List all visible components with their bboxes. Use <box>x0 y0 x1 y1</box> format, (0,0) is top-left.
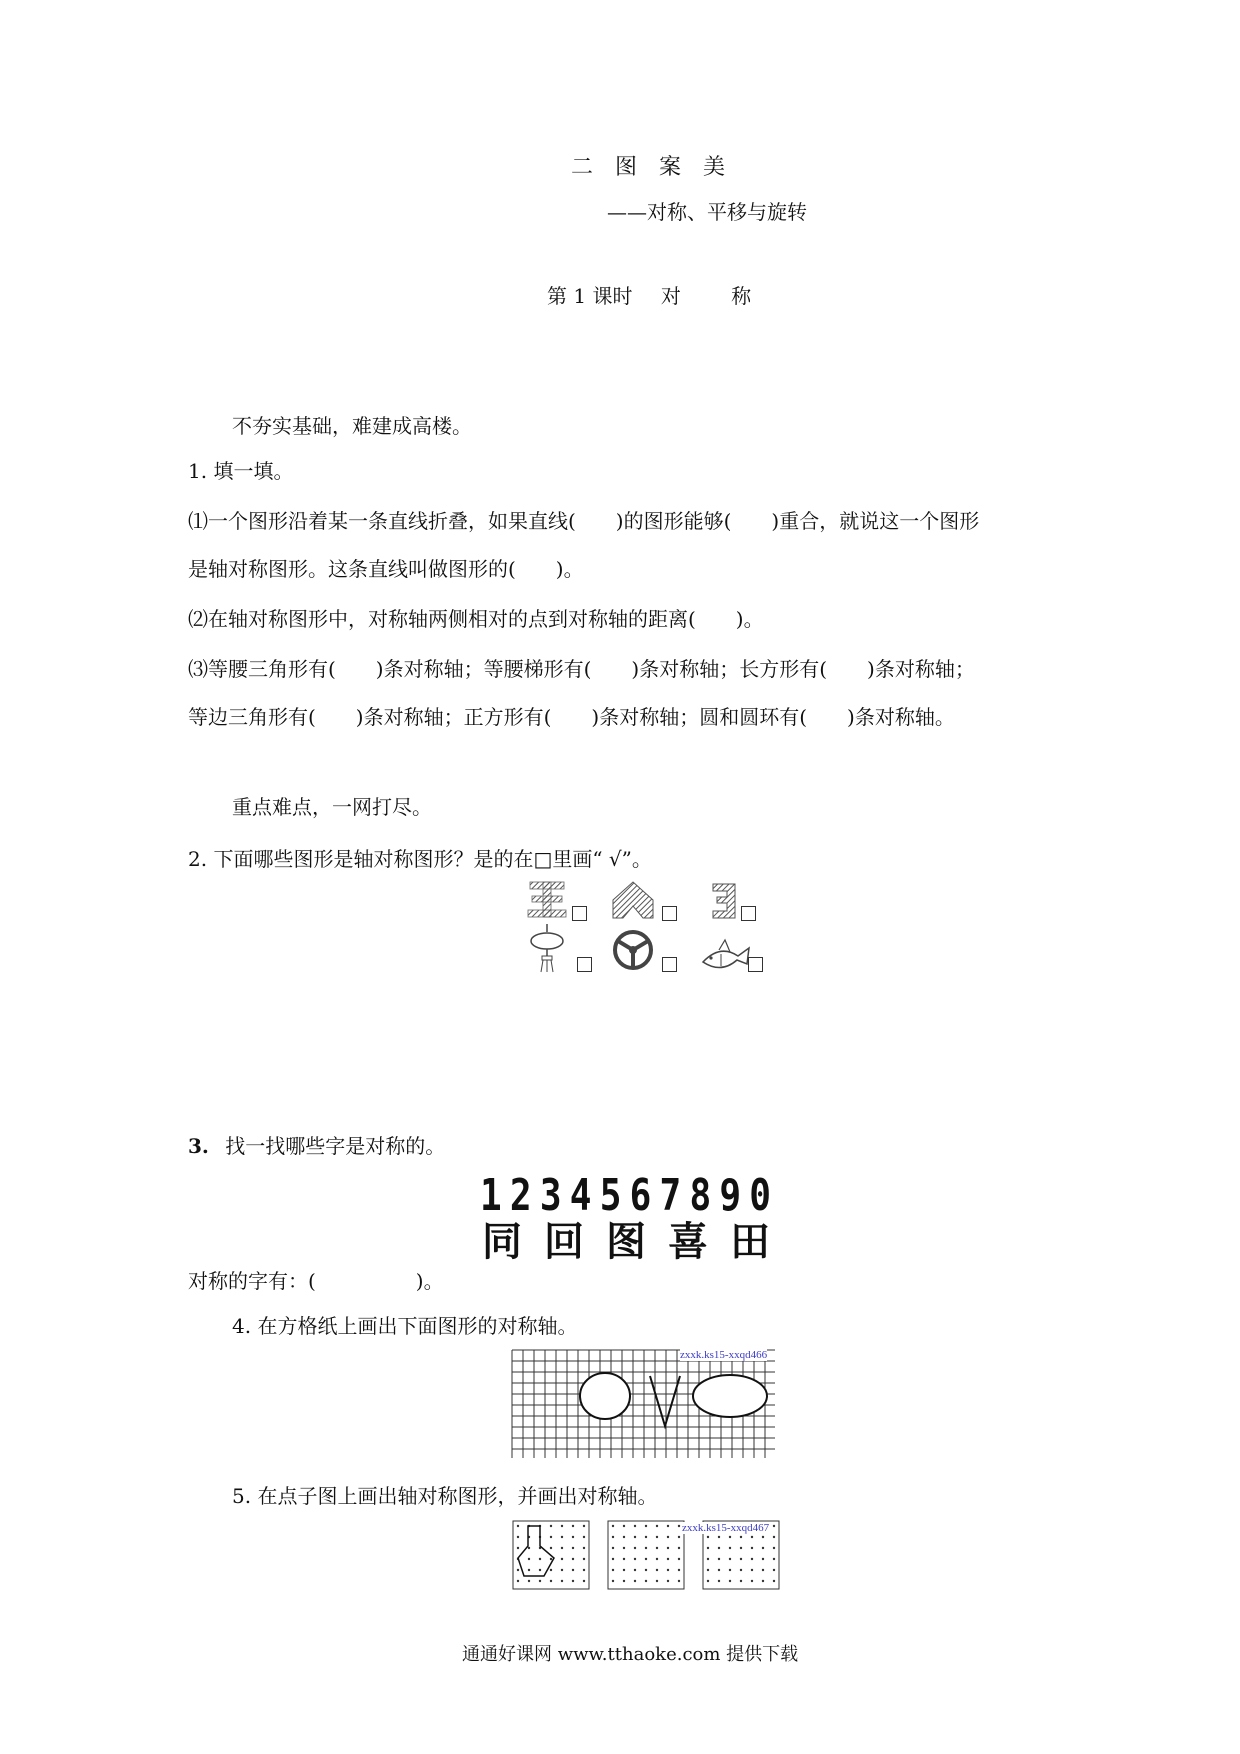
grid-dot <box>539 1558 541 1560</box>
grid-dot <box>561 1558 563 1560</box>
grid-dot <box>678 1547 680 1549</box>
chapter-title <box>571 150 747 181</box>
grid-dot <box>572 1536 574 1538</box>
grid-dot <box>667 1569 669 1571</box>
grid-dot <box>539 1569 541 1571</box>
grid-dot <box>517 1536 519 1538</box>
grid-dot <box>612 1525 614 1527</box>
grid-dot <box>612 1569 614 1571</box>
q5-title: 5. 在点子图上画出轴对称图形，并画出对称轴。 <box>232 1484 658 1508</box>
grid-dot <box>623 1547 625 1549</box>
grid-dot <box>718 1536 720 1538</box>
grid-dot <box>645 1569 647 1571</box>
grid-dot <box>751 1547 753 1549</box>
circle-shape <box>580 1373 630 1419</box>
grid-dot <box>612 1558 614 1560</box>
q4-title: 4. 在方格纸上画出下面图形的对称轴。 <box>232 1314 578 1338</box>
grid-dot <box>718 1569 720 1571</box>
grid-dot <box>634 1536 636 1538</box>
grid-dot <box>634 1547 636 1549</box>
grid-dot <box>517 1569 519 1571</box>
section1-intro: 不夯实基础，难建成高楼。 <box>232 414 472 438</box>
grid-dot <box>707 1536 709 1538</box>
grid-dot <box>634 1558 636 1560</box>
steering-wheel-icon <box>615 932 651 968</box>
lesson-topic-char: 称 <box>731 284 752 308</box>
grid-dot <box>656 1558 658 1560</box>
footer-credit: 通通好课网 www.tthaoke.com 提供下载 <box>462 1644 799 1665</box>
q5-watermark: zxxk.ks15-xxqd467 <box>682 1522 770 1534</box>
grid-dot <box>561 1569 563 1571</box>
grid-dot <box>539 1580 541 1582</box>
grid-dot <box>656 1580 658 1582</box>
dot-grid-frame <box>608 1521 684 1589</box>
wang-character-icon <box>528 882 566 917</box>
q1-part3-line2: 等边三角形有( )条对称轴；正方形有( )条对称轴；圆和圆环有( )条对称轴。 <box>188 705 955 729</box>
grid-dot <box>645 1536 647 1538</box>
lesson-heading <box>547 280 751 309</box>
q4-watermark: zxxk.ks15-xxqd466 <box>680 1349 768 1361</box>
grid-dot <box>517 1547 519 1549</box>
grid-dot <box>740 1569 742 1571</box>
answer-checkbox[interactable] <box>741 906 756 921</box>
grid-dot <box>583 1547 585 1549</box>
grid-dot <box>528 1580 530 1582</box>
q1-part2: ⑵在轴对称图形中，对称轴两侧相对的点到对称轴的距离( )。 <box>188 607 764 631</box>
grid-dot <box>707 1558 709 1560</box>
grid-dot <box>623 1569 625 1571</box>
grid-dot <box>678 1536 680 1538</box>
grid-dot <box>773 1558 775 1560</box>
grid-dot <box>583 1536 585 1538</box>
grid-dot <box>707 1547 709 1549</box>
grid-dot <box>718 1547 720 1549</box>
grid-dot <box>656 1525 658 1527</box>
grid-dot <box>762 1580 764 1582</box>
grid-dot <box>550 1558 552 1560</box>
grid-dot <box>762 1558 764 1560</box>
grid-dot <box>572 1580 574 1582</box>
answer-checkbox[interactable] <box>572 906 587 921</box>
grid-dot <box>550 1580 552 1582</box>
grid-dot <box>707 1580 709 1582</box>
grid-dot <box>707 1569 709 1571</box>
grid-dot <box>583 1569 585 1571</box>
grid-dot <box>528 1558 530 1560</box>
grid-dot <box>740 1536 742 1538</box>
q3-answer: 对称的字有：( )。 <box>188 1269 444 1293</box>
answer-checkbox[interactable] <box>748 957 763 972</box>
grid-dot <box>583 1525 585 1527</box>
grid-dot <box>773 1547 775 1549</box>
q2-title: 2. 下面哪些图形是轴对称图形？是的在□里画“ √”。 <box>188 847 652 871</box>
grid-dot <box>667 1580 669 1582</box>
grid-dot <box>623 1536 625 1538</box>
answer-checkbox[interactable] <box>662 957 677 972</box>
grid-dot <box>740 1580 742 1582</box>
grid-dot <box>773 1569 775 1571</box>
grid-dot <box>773 1536 775 1538</box>
grid-dot <box>645 1525 647 1527</box>
grid-dot <box>572 1558 574 1560</box>
grid-dot <box>667 1558 669 1560</box>
chapter-title-char: 美 <box>703 155 726 180</box>
house-icon <box>613 882 653 918</box>
grid-dot <box>550 1547 552 1549</box>
grid-dot <box>773 1580 775 1582</box>
grid-dot <box>550 1569 552 1571</box>
grid-dot <box>751 1536 753 1538</box>
grid-paper <box>510 1348 775 1458</box>
q3-heading <box>188 1130 445 1159</box>
grid-dot <box>762 1547 764 1549</box>
q3-title: 找一找哪些字是对称的。 <box>225 1134 446 1158</box>
grid-dot <box>751 1580 753 1582</box>
grid-dot <box>623 1558 625 1560</box>
grid-dot <box>517 1580 519 1582</box>
grid-dot <box>667 1547 669 1549</box>
grid-dot <box>645 1558 647 1560</box>
grid-dot <box>678 1525 680 1527</box>
grid-dot <box>561 1547 563 1549</box>
grid-dot <box>667 1536 669 1538</box>
grid-dot <box>612 1547 614 1549</box>
grid-dot <box>718 1580 720 1582</box>
grid-dot <box>740 1547 742 1549</box>
grid-dot <box>612 1580 614 1582</box>
grid-dot <box>517 1525 519 1527</box>
grid-dot <box>729 1558 731 1560</box>
grid-dot <box>572 1547 574 1549</box>
grid-dot <box>572 1569 574 1571</box>
q2-figure-grid <box>525 878 775 978</box>
grid-dot <box>528 1569 530 1571</box>
grid-dot <box>751 1569 753 1571</box>
q5-dot-grids <box>512 1520 782 1592</box>
grid-dot <box>678 1558 680 1560</box>
grid-dot <box>550 1536 552 1538</box>
grid-dot <box>773 1525 775 1527</box>
q3-characters: 同回图喜田 <box>482 1219 792 1265</box>
q1-title: 1. 填一填。 <box>188 459 294 483</box>
answer-checkbox[interactable] <box>577 957 592 972</box>
grid-dot <box>729 1580 731 1582</box>
q3-digits: 1234567890 <box>480 1170 780 1221</box>
sample-shape <box>518 1526 554 1576</box>
q1-part1-line1: ⑴一个图形沿着某一条直线折叠，如果直线( )的图形能够( )重合，就说这一个图形 <box>188 509 980 533</box>
chapter-title-char: 案 <box>659 155 682 180</box>
grid-dot <box>561 1525 563 1527</box>
grid-dot <box>612 1536 614 1538</box>
grid-dot <box>667 1525 669 1527</box>
number-three-icon <box>713 884 735 918</box>
q2-figures <box>525 878 775 978</box>
answer-checkbox[interactable] <box>662 906 677 921</box>
chapter-title-char: 图 <box>615 155 638 180</box>
grid-dot <box>729 1547 731 1549</box>
grid-dot <box>656 1547 658 1549</box>
grid-dot <box>583 1558 585 1560</box>
grid-dot <box>623 1525 625 1527</box>
lesson-number: 第 1 课时 <box>547 284 633 308</box>
grid-dot <box>751 1558 753 1560</box>
grid-dot <box>678 1580 680 1582</box>
grid-dot <box>550 1525 552 1527</box>
q1-part1-line2: 是轴对称图形。这条直线叫做图形的( )。 <box>188 557 584 581</box>
grid-dot <box>634 1569 636 1571</box>
grid-dot <box>561 1536 563 1538</box>
fish-icon <box>703 940 749 968</box>
q4-grid-figure <box>510 1348 775 1458</box>
q1-part3-line1: ⑶等腰三角形有( )条对称轴；等腰梯形有( )条对称轴；长方形有( )条对称轴； <box>188 657 975 681</box>
grid-dot <box>656 1569 658 1571</box>
grid-dot <box>645 1547 647 1549</box>
grid-dot <box>656 1536 658 1538</box>
grid-dot <box>623 1580 625 1582</box>
lantern-icon <box>531 924 563 972</box>
grid-dot <box>678 1569 680 1571</box>
grid-dot <box>729 1569 731 1571</box>
section2-intro: 重点难点，一网打尽。 <box>232 795 432 819</box>
grid-dot <box>528 1547 530 1549</box>
chapter-subtitle: ——对称、平移与旋转 <box>607 200 807 224</box>
grid-dot <box>561 1580 563 1582</box>
ellipse-shape <box>693 1375 767 1417</box>
grid-dot <box>583 1580 585 1582</box>
grid-dot <box>762 1536 764 1538</box>
lesson-topic-char: 对 <box>660 284 681 308</box>
chapter-title-char: 二 <box>571 155 594 180</box>
grid-dot <box>762 1569 764 1571</box>
grid-dot <box>572 1525 574 1527</box>
grid-dot <box>634 1525 636 1527</box>
grid-dot <box>645 1580 647 1582</box>
grid-dot <box>729 1536 731 1538</box>
grid-dot <box>634 1580 636 1582</box>
q3-number: 3. <box>188 1134 209 1158</box>
grid-dot <box>740 1558 742 1560</box>
grid-dot <box>718 1558 720 1560</box>
